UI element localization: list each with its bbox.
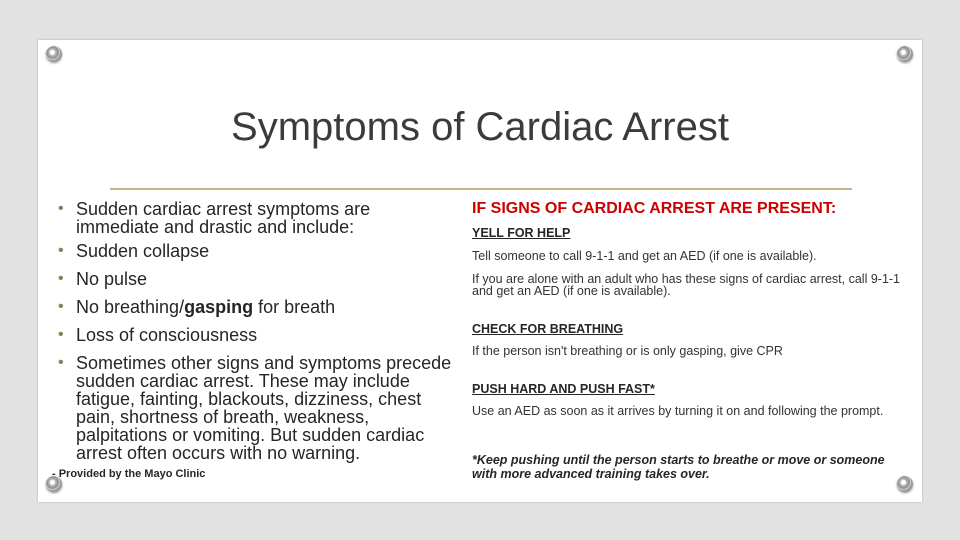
push-heading: PUSH HARD AND PUSH FAST* [472,382,655,396]
yell-heading: YELL FOR HELP [472,226,571,240]
bullet-icon: • [58,354,64,371]
list-item [58,242,458,260]
symptom-text: No breathing/ [76,297,185,317]
action-heading: IF SIGNS OF CARDIAC ARREST ARE PRESENT: [472,200,837,217]
pin-icon [897,46,913,62]
symptom-text: Sudden collapse [76,241,210,261]
slide-title: Symptoms of Cardiac Arrest [231,105,729,149]
bullet-icon: • [58,326,64,343]
bullet-icon: • [58,270,64,287]
push-text: Use an AED as soon as it arrives by turning it on and following the prompt. [472,404,884,418]
list-item [58,270,458,288]
symptom-text: No pulse [76,269,148,289]
intro-text: Sudden cardiac arrest symptoms are immediate and drastic and include: [76,199,371,237]
yell-text: Tell someone to call 9-1-1 and get an AED (if one is available). [472,249,817,263]
list-item [58,298,458,316]
symptom-text: Sometimes other signs and symptoms precede sudden cardiac arrest. These may include fatigue, fainting, blackouts, dizziness, chest pain, shortness of breath, weakness, palpitations or vomiting. But sudden cardiac arrest often occurs with no warning. [76,353,452,463]
list-item [58,200,458,236]
symptom-bold-text: gasping [184,297,254,317]
symptom-list [58,200,458,472]
bullet-icon: • [58,200,64,217]
symptom-text: Loss of consciousness [76,325,258,345]
pin-icon [46,46,62,62]
check-text: If the person isn't breathing or is only gasping, give CPR [472,344,783,358]
source-credit: - Provided by the Mayo Clinic [52,468,206,480]
bullet-icon: • [58,298,64,315]
symptom-text: for breath [253,297,336,317]
note-text: *Keep pushing until the person starts to breathe or move or someone with more advanced training takes over. [472,453,885,481]
yell-text: If you are alone with an adult who has these signs of cardiac arrest, call 9-1-1 and get an AED (if one is available). [472,272,901,298]
bullet-icon: • [58,242,64,259]
list-item [58,326,458,344]
list-item [58,354,458,462]
check-heading: CHECK FOR BREATHING [472,322,624,336]
title-divider [110,188,852,190]
